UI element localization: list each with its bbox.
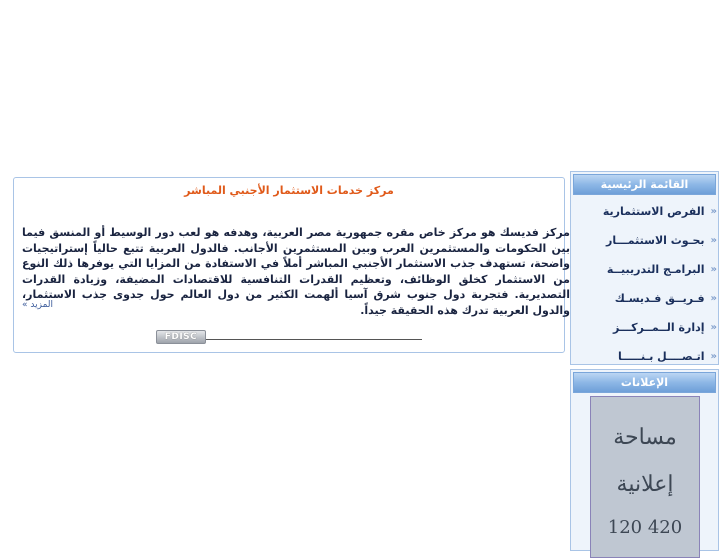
- fdisc-logo-row: [156, 328, 426, 344]
- ad-text-line: إعلانية: [616, 472, 674, 497]
- double-chevron-icon: «: [710, 264, 715, 275]
- menu-item-label: البرامـج التدريبيــة: [606, 263, 705, 276]
- ads-panel: [570, 369, 719, 551]
- menu-item-label: اتـصــــل بـنـــــا: [618, 350, 705, 363]
- divider-line: [206, 339, 422, 340]
- more-link[interactable]: [22, 300, 53, 310]
- menu-item-investment-opportunities[interactable]: [571, 197, 718, 226]
- menu-item-label: الفرص الاستثمارية: [602, 205, 705, 218]
- menu-item-investment-research[interactable]: [571, 226, 718, 255]
- double-chevron-icon: «: [710, 293, 715, 304]
- double-chevron-icon: «: [710, 206, 715, 217]
- ads-header: الإعلانات: [573, 372, 716, 393]
- double-chevron-icon: «: [710, 351, 715, 362]
- menu-item-label: بحـوث الاستثمـــار: [606, 234, 705, 247]
- main-menu-panel: [570, 171, 719, 365]
- ad-banner[interactable]: [590, 396, 700, 558]
- menu-item-label: فـريــق فـديسـك: [614, 292, 705, 305]
- ad-text-line: مساحة: [613, 425, 677, 450]
- menu-item-center-management[interactable]: [571, 313, 718, 342]
- menu-item-label: إدارة الــمــركـــز: [613, 321, 705, 334]
- sidebar: [570, 171, 719, 538]
- menu-item-training-programs[interactable]: [571, 255, 718, 284]
- content-body: مركز فديسك هو مركز خاص مقره جمهورية مصر العربية، وهدفه هو لعب دور الوسيط أو المنسق فيما بين الحكومات والمستثمرين العرب وبين المستثمرين الأجانب. فالدول العربية تتبع حالياً إستراتيجيات واضحة، تستهدف جذب الاستثمار الأجنبي المباشر أملاً في الاستفادة من المزايا التي يوفرها ذلك النوع من الاستثمار كخلق الوظائف، وتعظيم القدرات التنافسية للاقتصادات المضيفة، وزيادة القدرات التصديرية. فتجربة دول جنوب شرق آسيا ألهمت الكثير من دول العالم حول جدوى جذب الاستثمار، والدول العربية تدرك هذه الحقيقة جيداً.: [22, 226, 570, 317]
- fdisc-logo: FDISC: [156, 330, 206, 344]
- content-title: مركز خدمات الاستثمار الأجنبي المباشر: [184, 184, 394, 197]
- menu-item-contact-us[interactable]: [571, 342, 718, 371]
- content-box: [13, 177, 570, 353]
- menu-item-fdisc-team[interactable]: [571, 284, 718, 313]
- double-chevron-icon: »: [22, 300, 28, 310]
- main-menu-header: القائمة الرئيسية: [573, 174, 716, 195]
- ad-size-text: 120 420: [607, 517, 683, 538]
- double-chevron-icon: «: [710, 322, 715, 333]
- more-label: المزيد: [30, 300, 54, 310]
- double-chevron-icon: «: [710, 235, 715, 246]
